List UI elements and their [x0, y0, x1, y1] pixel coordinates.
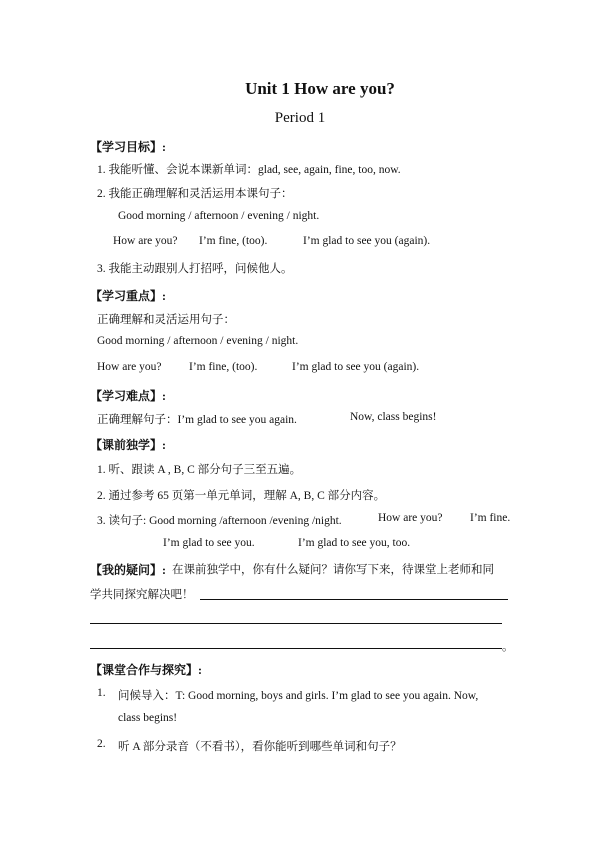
class-item-1-number: 1. — [97, 687, 106, 699]
key-points-phrase-glad: I’m glad to see you (again). — [292, 361, 420, 373]
difficult-points-sentence: 正确理解句子：I’m glad to see you again. — [97, 414, 297, 426]
preview-item-1: 1. 听、跟读 A , B, C 部分句子三至五遍。 — [97, 464, 302, 476]
difficult-points-sentence-2: Now, class begins! — [350, 411, 437, 423]
goals-greeting: Good morning / afternoon / evening / night. — [118, 210, 320, 222]
preview-heading: 【课前独学】: — [90, 438, 166, 452]
class-item-1-continued: class begins! — [118, 712, 178, 724]
key-points-phrase-how-are-you: How are you? — [97, 361, 162, 373]
questions-text-2: 学共同探究解决吧！ — [90, 589, 194, 601]
class-heading: 【课堂合作与探究】: — [90, 663, 202, 677]
preview-item-3-how-are-you: How are you? — [378, 512, 443, 524]
preview-item-3-glad: I’m glad to see you. — [163, 537, 255, 549]
class-item-2-number: 2. — [97, 738, 106, 750]
answer-line-3[interactable] — [90, 648, 502, 649]
page-subtitle: Period 1 — [274, 110, 326, 126]
preview-item-3-glad-too: I’m glad to see you, too. — [298, 537, 411, 549]
preview-item-2: 2. 通过参考 65 页第一单元单词，理解 A, B, C 部分内容。 — [97, 490, 386, 502]
goals-heading: 【学习目标】: — [90, 140, 166, 154]
preview-item-3-fine: I’m fine. — [470, 512, 511, 524]
goals-phrase-glad: I’m glad to see you (again). — [303, 235, 431, 247]
preview-item-3: 3. 读句子: Good morning /afternoon /evening /night. — [97, 515, 342, 527]
goals-phrase-fine: I’m fine, (too). — [199, 235, 268, 247]
difficult-points-heading: 【学习难点】: — [90, 389, 166, 403]
key-points-intro: 正确理解和灵活运用句子： — [97, 314, 235, 326]
class-item-1: 问候导入：T: Good morning, boys and girls. I’m glad to see you again. Now, — [118, 690, 479, 702]
answer-line-1[interactable] — [200, 599, 508, 600]
goals-phrase-how-are-you: How are you? — [113, 235, 178, 247]
questions-heading: 【我的疑问】: — [90, 563, 166, 577]
questions-end-mark: 。 — [502, 641, 514, 653]
answer-line-2[interactable] — [90, 623, 502, 624]
goals-item-1: 1. 我能听懂、会说本课新单词：glad, see, again, fine, too, now. — [97, 164, 401, 176]
key-points-phrase-fine: I’m fine, (too). — [189, 361, 258, 373]
goals-item-3: 3. 我能主动跟别人打招呼，问候他人。 — [97, 263, 293, 275]
page-title: Unit 1 How are you? — [245, 79, 395, 98]
class-item-2: 听 A 部分录音（不看书），看你能听到哪些单词和句子？ — [118, 741, 402, 753]
questions-text: 在课前独学中，你有什么疑问？请你写下来，待课堂上老师和同 — [172, 564, 494, 576]
goals-item-2: 2. 我能正确理解和灵活运用本课句子： — [97, 188, 293, 200]
key-points-greeting: Good morning / afternoon / evening / night. — [97, 335, 299, 347]
key-points-heading: 【学习重点】: — [90, 289, 166, 303]
